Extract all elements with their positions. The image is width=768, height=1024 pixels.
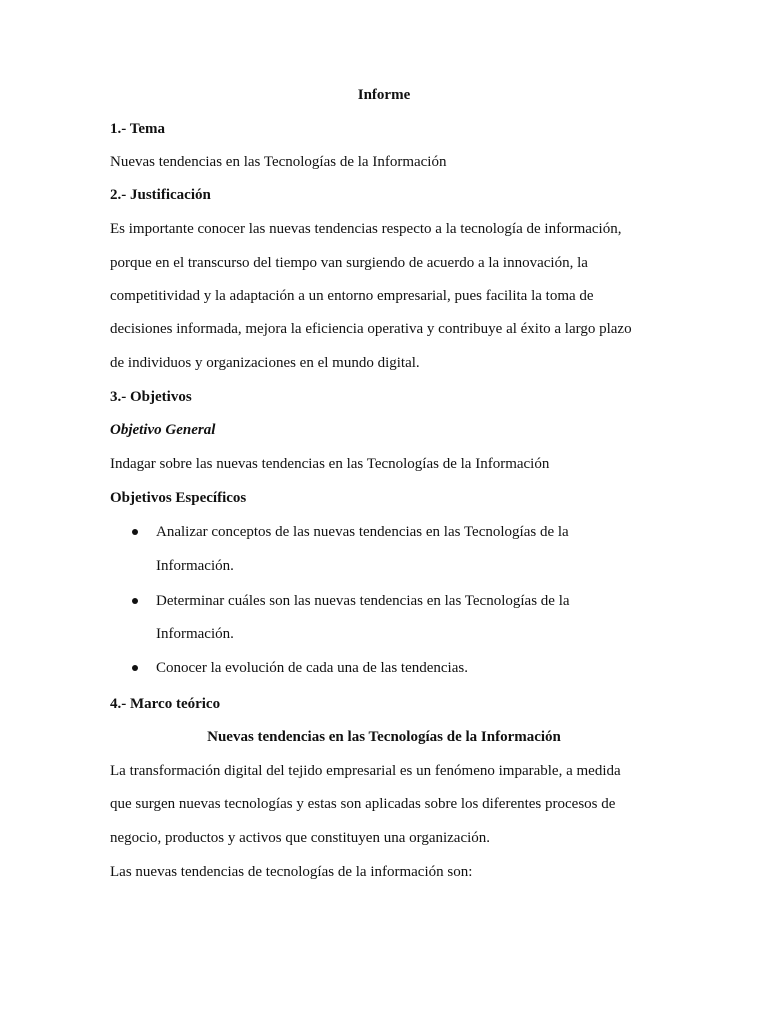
bullet-icon <box>132 665 138 671</box>
section-heading-tema: 1.- Tema <box>110 121 166 137</box>
tema-text: Nuevas tendencias en las Tecnologías de la Información <box>110 154 447 170</box>
marco-line: La transformación digital del tejido empresarial es un fenómeno imparable, a medida <box>110 763 621 779</box>
objetivo-especifico-line: Información. <box>156 626 234 642</box>
justificacion-line: de individuos y organizaciones en el mundo digital. <box>110 355 420 371</box>
section-heading-justificacion: 2.- Justificación <box>110 187 211 203</box>
section-heading-marco: 4.- Marco teórico <box>110 696 221 712</box>
objetivo-general-heading: Objetivo General <box>110 422 216 438</box>
bullet-icon <box>132 529 138 535</box>
objetivo-especifico-line: Determinar cuáles son las nuevas tendencias en las Tecnologías de la <box>156 593 570 609</box>
objetivo-especifico-line: Analizar conceptos de las nuevas tendencias en las Tecnologías de la <box>156 524 569 540</box>
objetivo-especifico-line: Conocer la evolución de cada una de las tendencias. <box>156 660 468 676</box>
marco-line: Las nuevas tendencias de tecnologías de la información son: <box>110 864 473 880</box>
justificacion-line: Es importante conocer las nuevas tendencias respecto a la tecnología de información, <box>110 221 622 237</box>
objetivos-especificos-heading: Objetivos Específicos <box>110 490 247 506</box>
objetivo-especifico-line: Información. <box>156 558 234 574</box>
section-heading-objetivos: 3.- Objetivos <box>110 389 192 405</box>
marco-line: negocio, productos y activos que constituyen una organización. <box>110 830 491 846</box>
justificacion-line: decisiones informada, mejora la eficiencia operativa y contribuye al éxito a largo plazo <box>110 321 632 337</box>
justificacion-line: competitividad y la adaptación a un entorno empresarial, pues facilita la toma de <box>110 288 594 304</box>
document-title: Informe <box>357 87 411 103</box>
bullet-icon <box>132 598 138 604</box>
marco-line: que surgen nuevas tecnologías y estas son aplicadas sobre los diferentes procesos de <box>110 796 616 812</box>
objetivo-general-text: Indagar sobre las nuevas tendencias en las Tecnologías de la Información <box>110 456 550 472</box>
marco-subtitle: Nuevas tendencias en las Tecnologías de la Información <box>207 729 561 745</box>
justificacion-line: porque en el transcurso del tiempo van surgiendo de acuerdo a la innovación, la <box>110 255 588 271</box>
